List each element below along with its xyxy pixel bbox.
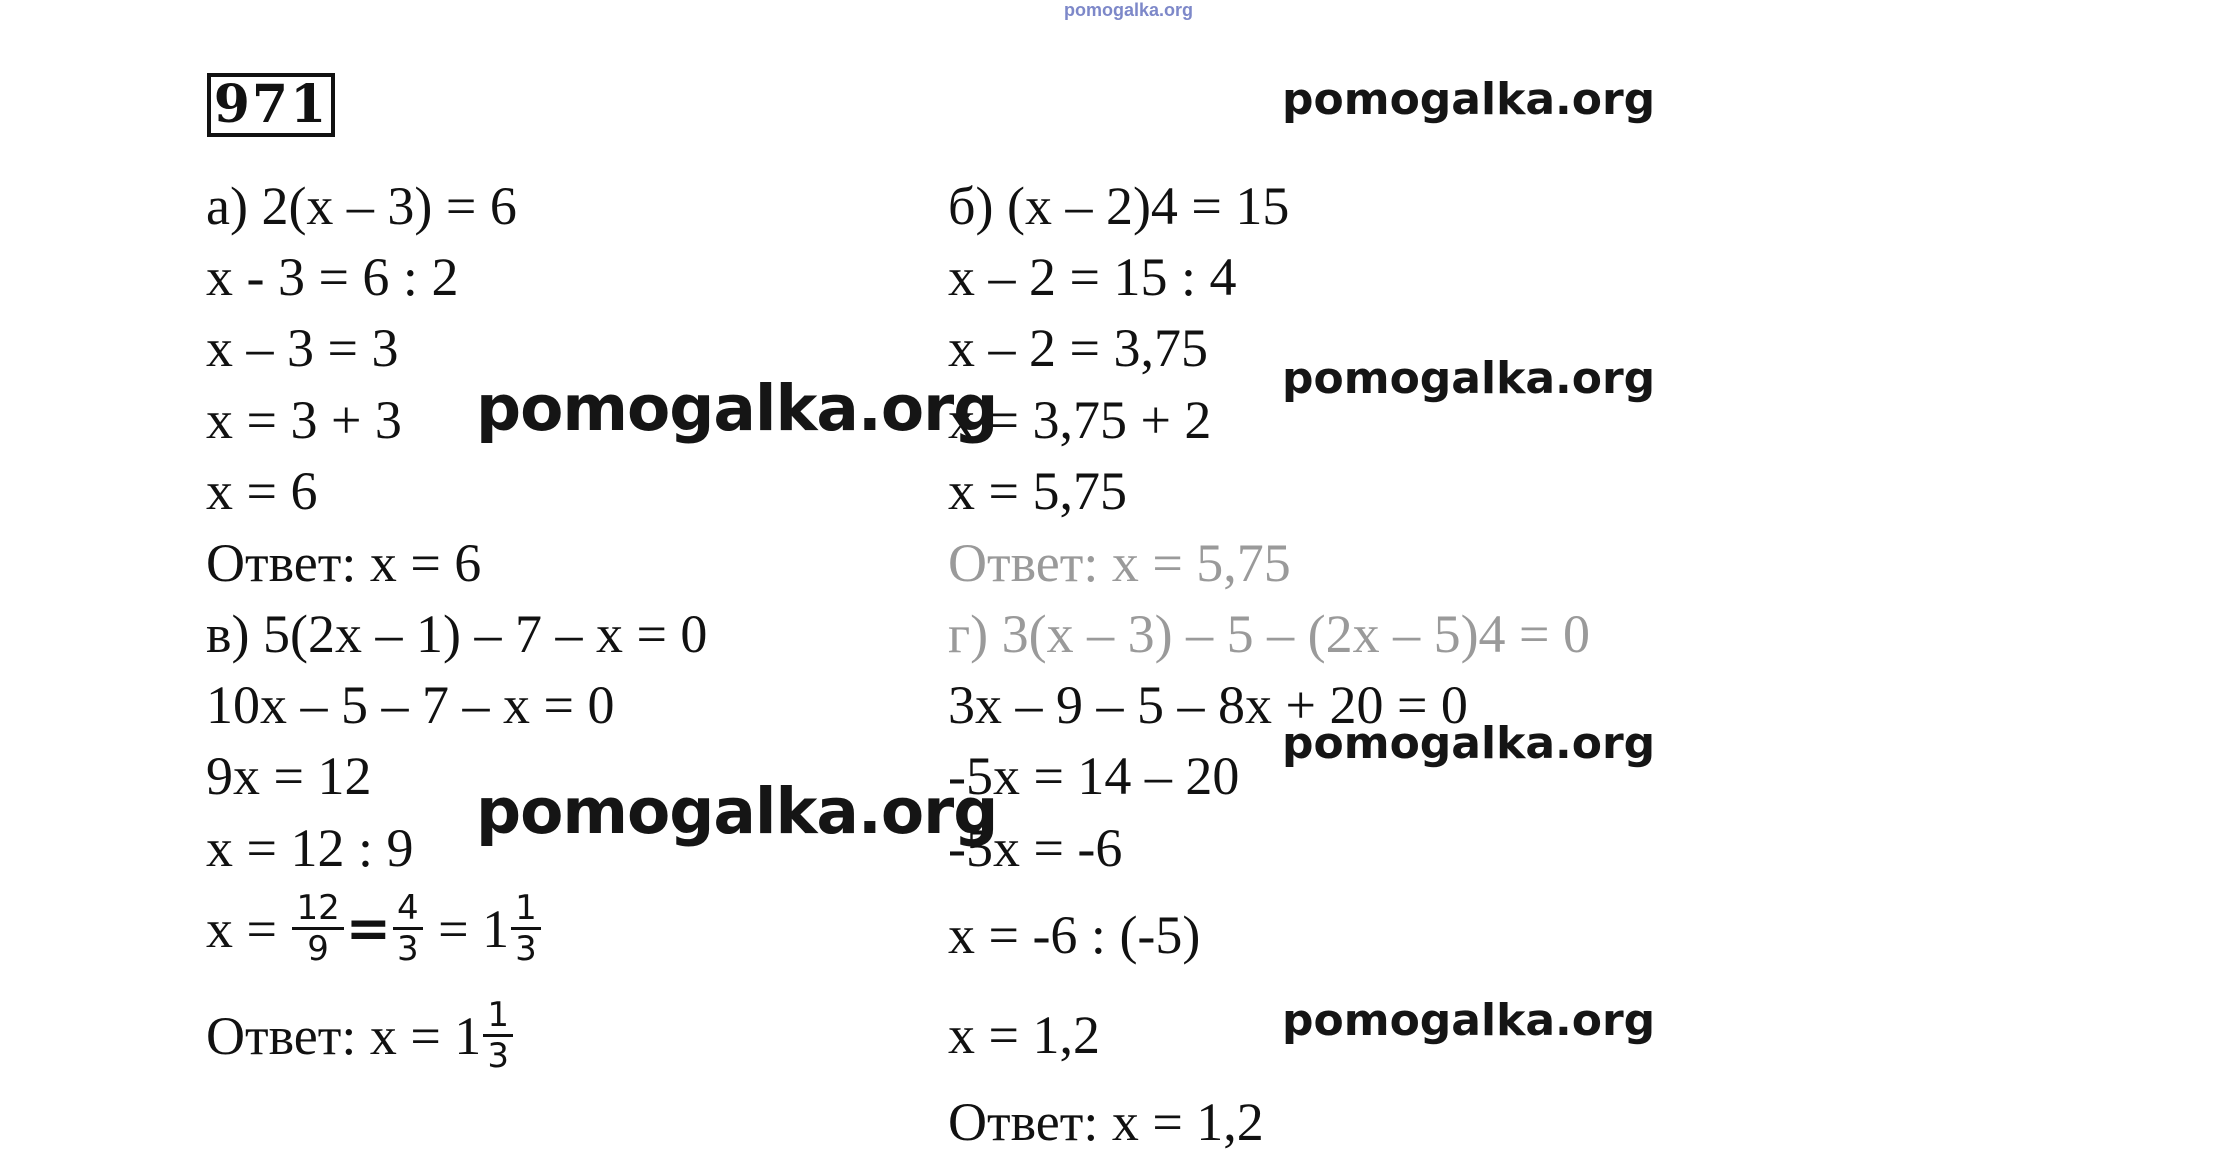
b-line-1: б) (x – 2)4 = 15 bbox=[948, 176, 1290, 236]
b-line-4: x = 3,75 + 2 bbox=[948, 390, 1212, 450]
answer-fraction-1-3 bbox=[483, 996, 513, 1075]
g-line-4: -5x = -6 bbox=[948, 818, 1123, 878]
fraction-4-3 bbox=[393, 889, 423, 968]
g-line-1: г) 3(x – 3) – 5 – (2x – 5)4 = 0 bbox=[948, 604, 1591, 664]
fraction-denominator: 9 bbox=[307, 929, 329, 969]
a-line-1: а) 2(x – 3) = 6 bbox=[206, 176, 517, 236]
watermark-1: pomogalka.org bbox=[1282, 74, 1656, 125]
b-line-3: x – 2 = 3,75 bbox=[948, 318, 1208, 378]
top-watermark: pomogalka.org bbox=[1064, 0, 1194, 20]
fraction-1-3 bbox=[511, 889, 541, 968]
g-line-3: -5x = 14 – 20 bbox=[948, 746, 1240, 806]
fraction-12-9 bbox=[292, 889, 343, 968]
v-line-3: 9x = 12 bbox=[206, 746, 372, 806]
b-line-5: x = 5,75 bbox=[948, 461, 1127, 521]
a-answer: Ответ: x = 6 bbox=[206, 533, 482, 593]
v-line-2: 10x – 5 – 7 – x = 0 bbox=[206, 675, 615, 735]
a-line-4: x = 3 + 3 bbox=[206, 390, 402, 450]
fraction-numerator: 1 bbox=[511, 889, 541, 930]
v-answer-prefix: Ответ: x = 1 bbox=[206, 1005, 482, 1066]
a-line-3: x – 3 = 3 bbox=[206, 318, 399, 378]
a-line-2: x - 3 = 6 : 2 bbox=[206, 247, 459, 307]
fraction-denominator: 3 bbox=[396, 929, 419, 969]
watermark-3: pomogalka.org bbox=[1282, 718, 1656, 769]
a-line-5: x = 6 bbox=[206, 461, 318, 521]
v-line-5-prefix: x = bbox=[206, 898, 291, 959]
fraction-denominator: 3 bbox=[515, 929, 537, 969]
v-answer bbox=[206, 995, 515, 1081]
fraction-denominator: 3 bbox=[487, 1036, 509, 1076]
g-line-2: 3x – 9 – 5 – 8x + 20 = 0 bbox=[948, 675, 1468, 735]
g-line-6: x = 1,2 bbox=[948, 1005, 1100, 1065]
v-line-5-mid: = 1 bbox=[424, 898, 510, 959]
fraction-numerator: 12 bbox=[292, 889, 343, 930]
watermark-2: pomogalka.org bbox=[1282, 353, 1656, 404]
v-line-5 bbox=[206, 888, 543, 974]
task-number-box: 971 bbox=[207, 73, 335, 137]
fraction-numerator: 1 bbox=[483, 996, 513, 1037]
b-answer: Ответ: x = 5,75 bbox=[948, 533, 1291, 593]
fraction-numerator: 4 bbox=[393, 889, 423, 930]
g-line-5: x = -6 : (-5) bbox=[948, 905, 1201, 965]
watermark-large-1: pomogalka.org bbox=[476, 372, 998, 445]
watermark-4: pomogalka.org bbox=[1282, 995, 1656, 1046]
v-line-1: в) 5(2x – 1) – 7 – x = 0 bbox=[206, 604, 708, 664]
watermark-large-2: pomogalka.org bbox=[476, 775, 998, 848]
b-line-2: x – 2 = 15 : 4 bbox=[948, 247, 1237, 307]
v-line-4: x = 12 : 9 bbox=[206, 818, 414, 878]
g-answer: Ответ: x = 1,2 bbox=[948, 1092, 1264, 1152]
equals-sign: = bbox=[345, 896, 391, 960]
